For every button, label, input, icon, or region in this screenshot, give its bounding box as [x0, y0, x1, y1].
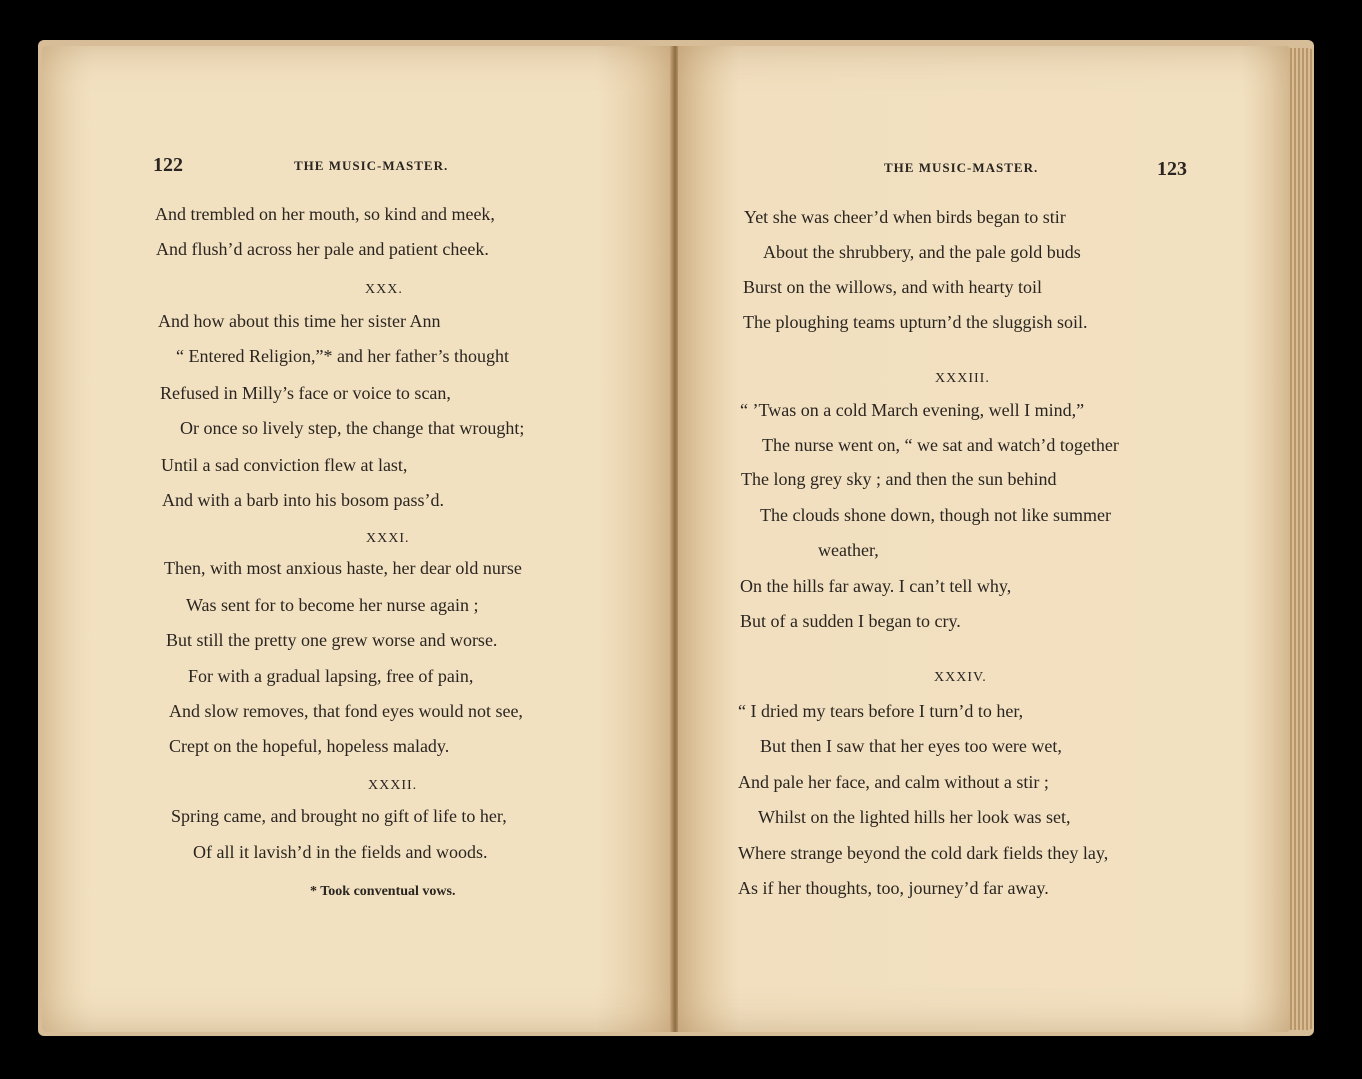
- verse-line: But then I saw that her eyes too were wet,: [760, 736, 1062, 756]
- verse-line: The clouds shone down, though not like summer: [760, 505, 1111, 525]
- verse-line: As if her thoughts, too, journey’d far away.: [738, 878, 1049, 898]
- verse-line: Refused in Milly’s face or voice to scan,: [160, 383, 451, 403]
- verse-line: Then, with most anxious haste, her dear old nurse: [164, 558, 522, 578]
- stanza-number: XXXII.: [368, 778, 418, 793]
- verse-line: Or once so lively step, the change that wrought;: [180, 418, 525, 438]
- verse-line: About the shrubbery, and the pale gold buds: [763, 242, 1081, 262]
- verse-line: Spring came, and brought no gift of life to her,: [171, 806, 507, 826]
- stanza-number: XXXIV.: [934, 670, 987, 685]
- verse-line: Yet she was cheer’d when birds began to stir: [744, 207, 1066, 227]
- verse-line: And flush’d across her pale and patient cheek.: [156, 239, 489, 259]
- stanza-number: XXXI.: [366, 531, 410, 546]
- right-running-head: THE MUSIC-MASTER.: [884, 160, 1039, 175]
- verse-line: And pale her face, and calm without a stir ;: [738, 772, 1049, 792]
- verse-line: But of a sudden I began to cry.: [740, 611, 961, 631]
- verse-line: Until a sad conviction flew at last,: [161, 455, 408, 475]
- page-edges: [1290, 48, 1314, 1030]
- open-book: [38, 40, 1314, 1036]
- verse-line: And trembled on her mouth, so kind and meek,: [155, 204, 495, 224]
- verse-line: Whilst on the lighted hills her look was set,: [758, 807, 1071, 827]
- stanza-number: XXXIII.: [935, 371, 990, 386]
- verse-line: And with a barb into his bosom pass’d.: [162, 490, 444, 510]
- verse-line: Of all it lavish’d in the fields and woods.: [193, 842, 488, 862]
- verse-line: Where strange beyond the cold dark fields they lay,: [738, 843, 1109, 863]
- left-page-number: 122: [153, 154, 183, 176]
- verse-line: Burst on the willows, and with hearty toil: [743, 277, 1042, 297]
- verse-line: “ I dried my tears before I turn’d to her,: [738, 701, 1024, 721]
- verse-line: Was sent for to become her nurse again ;: [186, 595, 479, 615]
- verse-line: On the hills far away. I can’t tell why,: [740, 576, 1012, 596]
- verse-line: And slow removes, that fond eyes would not see,: [169, 701, 523, 721]
- verse-line: Crept on the hopeful, hopeless malady.: [169, 736, 450, 756]
- verse-line: weather,: [818, 540, 879, 560]
- verse-line: The ploughing teams upturn’d the sluggish soil.: [743, 312, 1088, 332]
- verse-line: But still the pretty one grew worse and worse.: [166, 630, 498, 650]
- verse-line: For with a gradual lapsing, free of pain,: [188, 666, 474, 686]
- right-page-number: 123: [1157, 158, 1187, 180]
- verse-line: The nurse went on, “ we sat and watch’d together: [762, 435, 1119, 455]
- verse-line: “ ’Twas on a cold March evening, well I mind,”: [740, 400, 1085, 420]
- verse-line: And how about this time her sister Ann: [158, 311, 441, 331]
- verse-line: “ Entered Religion,”* and her father’s thought: [176, 346, 510, 366]
- left-running-head: THE MUSIC-MASTER.: [294, 158, 449, 173]
- verse-line: The long grey sky ; and then the sun behind: [741, 469, 1057, 489]
- stanza-number: XXX.: [365, 282, 403, 297]
- footnote: * Took conventual vows.: [310, 884, 456, 899]
